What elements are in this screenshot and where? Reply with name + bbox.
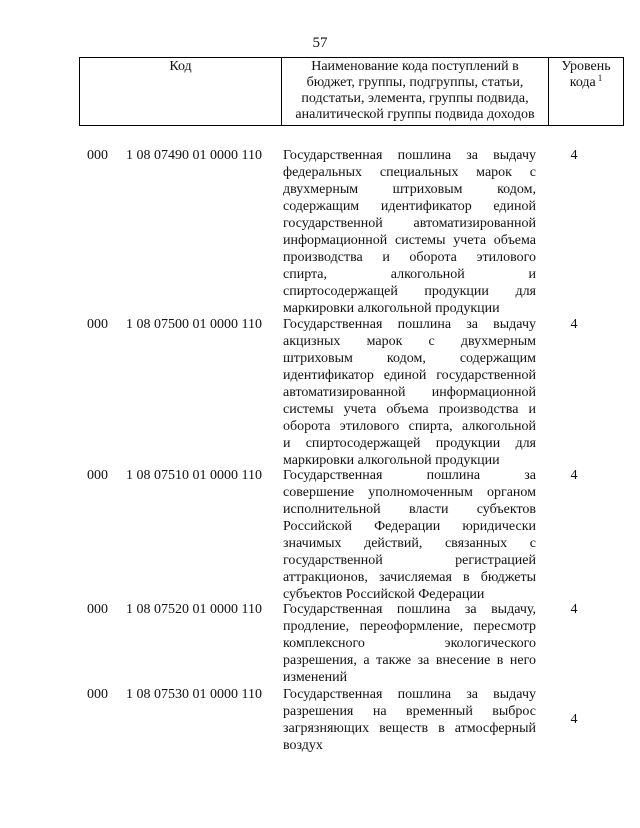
revenue-name-line: совершение уполномоченным органом xyxy=(283,485,536,500)
code-level: 4 xyxy=(570,602,578,617)
revenue-name-line: разрешения, а также за внесение в него xyxy=(283,653,536,668)
revenue-name-line: загрязняющих веществ в атмосферный xyxy=(283,721,536,736)
header-name-cell xyxy=(282,58,549,126)
header-name-line: бюджет, группы, подгруппы, статьи, xyxy=(306,75,524,90)
header-name-line: аналитической группы подвида доходов xyxy=(295,107,535,122)
admin-code: 000 xyxy=(87,468,108,483)
revenue-name-line: маркировки алкогольной продукции xyxy=(283,301,500,316)
revenue-name xyxy=(283,147,536,317)
revenue-name-line: Государственная пошлина за выдачу, xyxy=(283,602,536,617)
code-level: 4 xyxy=(570,712,578,727)
revenue-name-line: акцизных марок с двухмерным xyxy=(283,334,536,349)
revenue-name xyxy=(283,467,536,603)
revenue-name-line: аттракционов, зачисляемая в бюджеты xyxy=(283,570,536,585)
table-header xyxy=(79,57,624,126)
header-level-line: Уровень xyxy=(561,59,611,74)
revenue-name-line: Государственная пошлина за xyxy=(283,468,536,483)
revenue-name xyxy=(283,601,536,686)
revenue-name-line: производства и оборота этилового xyxy=(283,250,536,265)
revenue-name-line: системы учета объема производства и xyxy=(283,402,536,417)
revenue-code: 1 08 07530 01 0000 110 xyxy=(126,687,262,702)
revenue-name-line: и спиртосодержащей продукции для xyxy=(283,436,536,451)
header-name-line: подстатьи, элемента, группы подвида, xyxy=(301,91,529,106)
admin-code: 000 xyxy=(87,602,108,617)
revenue-name xyxy=(283,316,536,469)
admin-code: 000 xyxy=(87,317,108,332)
revenue-name-line: спирта, алкогольной и xyxy=(283,267,536,282)
revenue-name-line: субъектов Российской Федерации xyxy=(283,587,485,602)
revenue-code: 1 08 07500 01 0000 110 xyxy=(126,317,262,332)
header-level-label: кода xyxy=(569,75,596,90)
revenue-name-line: исполнительной власти субъектов xyxy=(283,502,536,517)
revenue-name-line: государственной регистрацией xyxy=(283,553,536,568)
revenue-name-line: Российской Федерации юридически xyxy=(283,519,536,534)
revenue-name-line: информационной системы учета объема xyxy=(283,233,536,248)
revenue-name-line: Государственная пошлина за выдачу xyxy=(283,317,536,332)
revenue-name-line: содержащим идентификатор единой xyxy=(283,199,536,214)
revenue-name-line: оборота этилового спирта, алкогольной xyxy=(283,419,536,434)
revenue-name-line: Государственная пошлина за выдачу xyxy=(283,148,536,163)
revenue-name-line: автоматизированной информационной xyxy=(283,385,536,400)
revenue-name-line: государственной автоматизированной xyxy=(283,216,536,231)
page-number: 57 xyxy=(312,35,328,51)
revenue-name-line: идентификатор единой государственной xyxy=(283,368,536,383)
code-level: 4 xyxy=(570,317,578,332)
revenue-name-line: комплексного экологического xyxy=(283,636,536,651)
revenue-name-line: изменений xyxy=(283,670,348,685)
revenue-code: 1 08 07510 01 0000 110 xyxy=(126,468,262,483)
header-level-line xyxy=(552,75,620,91)
revenue-code: 1 08 07520 01 0000 110 xyxy=(126,602,262,617)
footnote-marker: 1 xyxy=(597,73,603,83)
header-level-cell xyxy=(549,58,624,126)
admin-code: 000 xyxy=(87,148,108,163)
admin-code: 000 xyxy=(87,687,108,702)
revenue-name xyxy=(283,686,536,754)
code-level: 4 xyxy=(570,468,578,483)
revenue-code: 1 08 07490 01 0000 110 xyxy=(126,148,262,163)
revenue-name-line: маркировки алкогольной продукции xyxy=(283,453,500,468)
revenue-name-line: Государственная пошлина за выдачу xyxy=(283,687,536,702)
revenue-name-line: федеральных специальных марок с xyxy=(283,165,536,180)
revenue-name-line: значимых действий, связанных с xyxy=(283,536,536,551)
code-level: 4 xyxy=(570,148,578,163)
header-code-cell xyxy=(80,58,282,126)
header-name-line: Наименование кода поступлений в xyxy=(311,59,519,74)
revenue-name-line: двухмерным штриховым кодом, xyxy=(283,182,536,197)
header-code: Код xyxy=(169,59,192,74)
revenue-name-line: разрешения на временный выброс xyxy=(283,704,536,719)
revenue-name-line: штриховым кодом, содержащим xyxy=(283,351,536,366)
revenue-name-line: спиртосодержащей продукции для xyxy=(283,284,536,299)
revenue-name-line: воздух xyxy=(283,738,323,753)
revenue-name-line: продление, переоформление, пересмотр xyxy=(283,619,536,634)
